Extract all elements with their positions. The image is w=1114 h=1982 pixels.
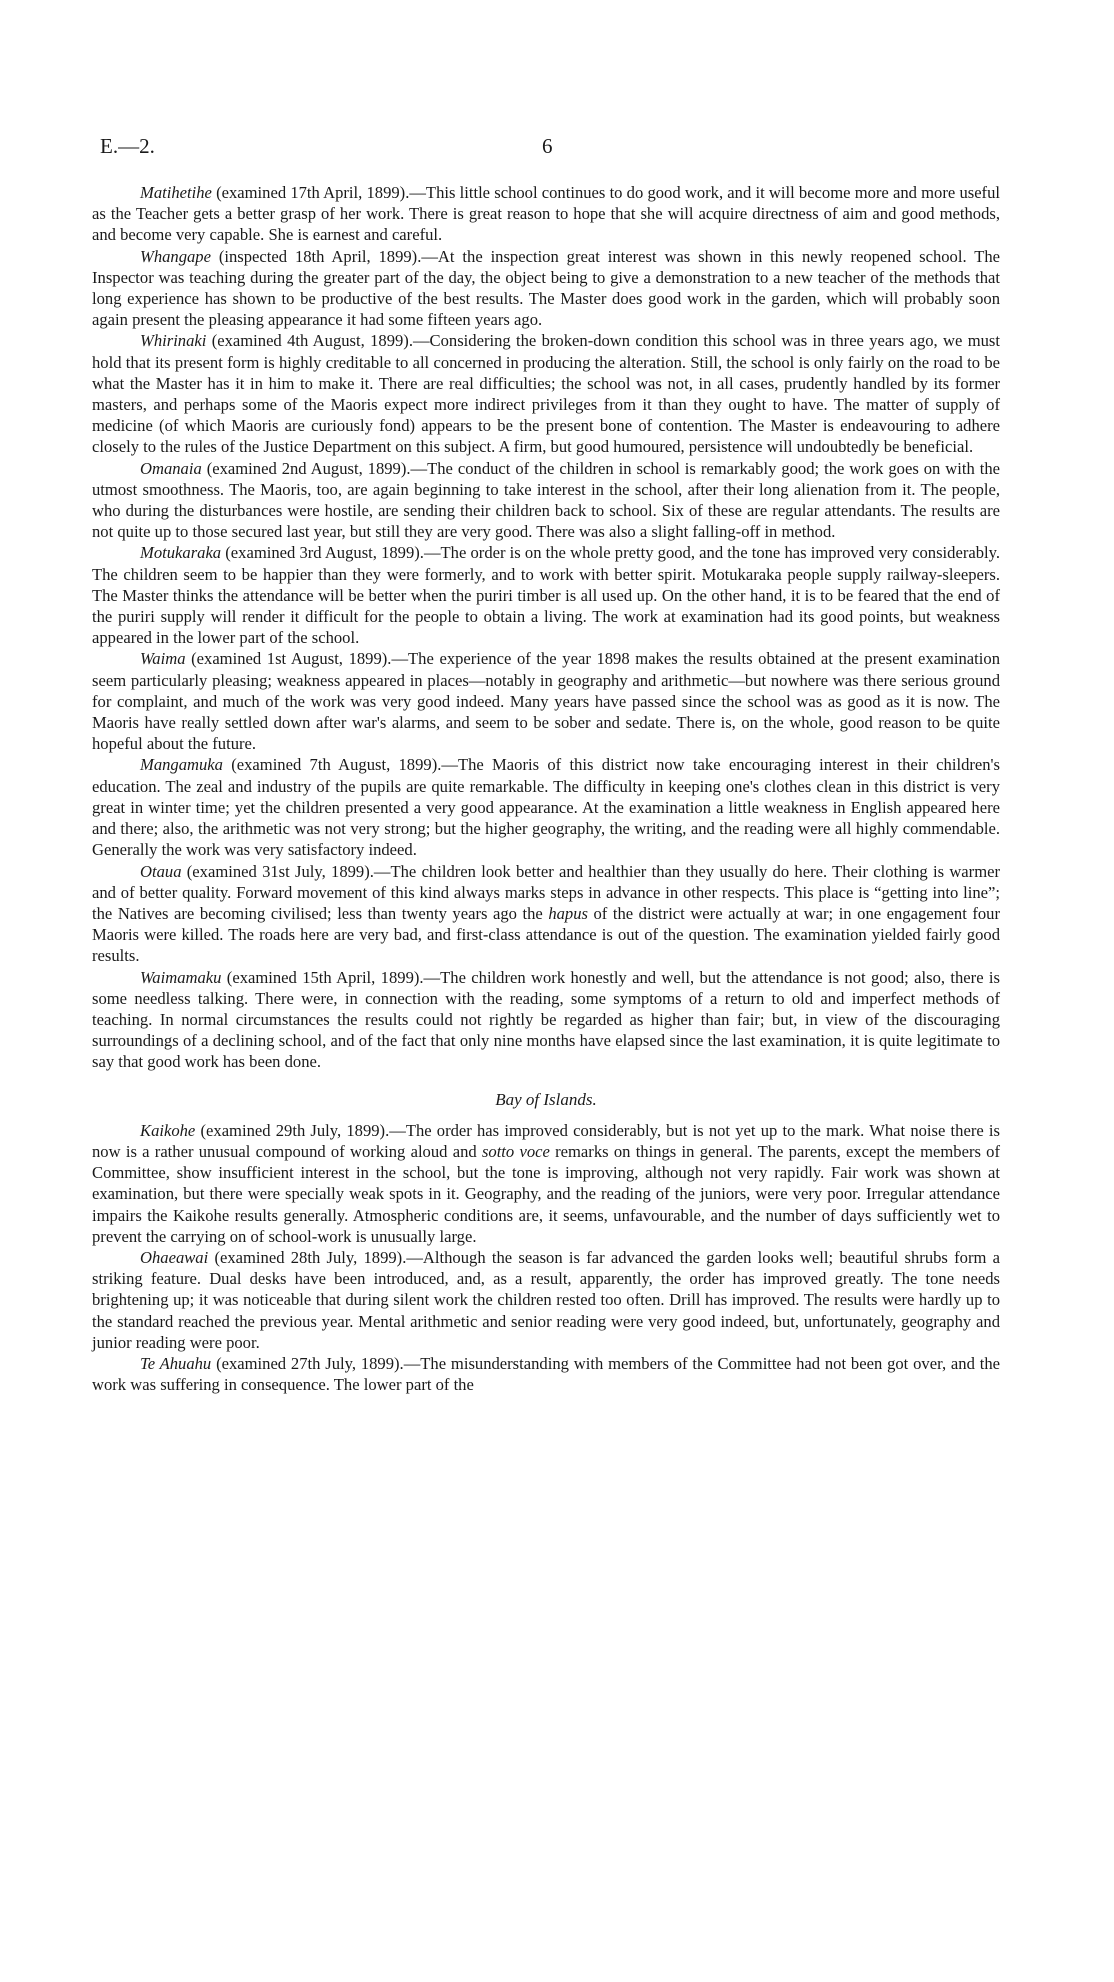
report-text-continued: remarks on things in general. The parents, except the members of Committee, show insufficient interest in the school, but the tone is improving, although not very rapidly. Fair work was shown at examination, but there were specially weak spots in it. Geography, and the reading of the juniors, were very poor. Irregular attendance impairs the Kaikohe results generally. Atmospheric conditions are, it seems, unfavourable, and the number of days sufficiently wet to prevent the carrying on of school-work is unusually large. xyxy=(92,1141,1001,1246)
school-name: Te Ahuahu xyxy=(140,1353,212,1373)
section-heading: Bay of Islands. xyxy=(495,1089,597,1109)
school-report-waimamaku xyxy=(92,967,1000,1073)
school-report-ohaeawai xyxy=(92,1247,1000,1353)
school-name: Waimamaku xyxy=(140,967,222,987)
school-report-whangape xyxy=(92,246,1000,331)
school-name: Otaua xyxy=(140,861,182,881)
report-text: (examined 17th April, 1899).—This little school continues to do good work, and it will become more and more useful as the Teacher gets a better grasp of her work. There is great reason to hope that she will acquire directness of aim and good methods, and become very capable. She is earnest and careful. xyxy=(92,183,1000,245)
report-text: (examined 15th April, 1899).—The children work honestly and well, but the attendance is not good; also, there is some needless talking. There were, in connection with the reading, some symptoms of a return to old and imperfect methods of teaching. In normal circumstances the results could not rightly be regarded as higher than fair; but, in view of the discouraging surroundings of a declining school, and of the fact that only nine months have elapsed since the last examination, it is quite legitimate to say that good work has been done. xyxy=(92,967,1000,1072)
school-name: Waima xyxy=(140,649,186,669)
report-text: (examined 27th July, 1899).—The misunderstanding with members of the Committee had not been got over, and the work was suffering in consequence. The lower part of the xyxy=(92,1353,1000,1395)
report-text: (examined 28th July, 1899).—Although the season is far advanced the garden looks well; beautiful shrubs form a striking feature. Dual desks have been introduced, and, as a result, apparently, the order has improved greatly. The tone needs brightening up; it was noticeable that during silent work the children rested too often. Drill has improved. The results were hardly up to the standard reached the previous year. Mental arithmetic and senior reading were very good indeed, but, unfortunately, geography and junior reading were poor. xyxy=(92,1247,1000,1352)
report-text: (inspected 18th April, 1899).—At the inspection great interest was shown in this newly reopened school. The Inspector was teaching during the greater part of the day, the object being to give a demonstration to a new teacher of the methods that long experience has shown to be productive of the best results. The Master does good work in the garden, which will probably soon again present the pleasing appearance it had some fifteen years ago. xyxy=(92,246,1000,330)
report-text-continued: of the district were actually at war; in one engagement four Maoris were killed. The roads here are very bad, and first-class attendance is out of the question. The examination yielded fairly good results. xyxy=(92,903,1000,966)
document-reference: E.—2. xyxy=(100,134,155,158)
school-report-whirinaki xyxy=(92,330,1000,457)
school-report-otaua xyxy=(92,861,1000,967)
report-text: (examined 2nd August, 1899).—The conduct of the children in school is remarkably good; the work goes on with the utmost smoothness. The Maoris, too, are again beginning to take interest in the school, after their long alienation from it. The people, who during the disturbances were hostile, are sending their children back to school. Six of these are regular attendants. The results are not quite up to those secured last year, but still they are very good. There was also a slight falling-off in method. xyxy=(92,458,1000,542)
document-page xyxy=(92,128,1000,1395)
italic-word: hapus xyxy=(548,903,588,923)
school-name: Kaikohe xyxy=(140,1120,196,1140)
italic-phrase: sotto voce xyxy=(481,1141,550,1161)
report-text: (examined 4th August, 1899).—Considering the broken-down condition this school was in three years ago, we must hold that its present form is highly creditable to all concerned in producing the alteration. Still, the school is only fairly on the road to be what the Master has it in him to make it. There are real difficulties; the school was not, in all cases, prudently handled by its former masters, and perhaps some of the Maoris expect more indirect privileges from it than they ought to have. The matter of supply of medicine (of which Maoris are curiously fond) appears to be the present bone of contention. The Master is endeavouring to adhere closely to the rules of the Justice Department on this subject. A firm, but good humoured, persistence will undoubtedly be beneficial. xyxy=(92,331,1000,457)
school-name: Mangamuka xyxy=(140,755,223,775)
school-name: Whirinaki xyxy=(140,331,207,351)
report-text: (examined 29th July, 1899).—The order has improved considerably, but is not yet up to the mark. What noise there is now is a rather unusual compound of working aloud and xyxy=(92,1120,1000,1161)
school-report-matihetihe xyxy=(92,182,1000,246)
page-header xyxy=(92,128,1000,168)
school-name: Whangape xyxy=(140,246,211,266)
school-report-omanaia xyxy=(92,458,1000,543)
report-text: (examined 31st July, 1899).—The children look better and healthier than they usually do here. Their clothing is warmer and of better quality. Forward movement of this kind always marks steps in advance in other respects. This place is “getting into line”; the Natives are becoming civilised; less than twenty years ago the xyxy=(92,861,1000,923)
school-name: Ohaeawai xyxy=(140,1247,209,1267)
school-name: Matihetihe xyxy=(140,183,212,202)
report-text: (examined 7th August, 1899).—The Maoris of this district now take encouraging interest in their children's education. The zeal and industry of the pupils are quite remarkable. The difficulty in keeping one's clothes clean in this district is very great in winter time; yet the children presented a very good appearance. At the examination a little weakness in English appeared here and there; also, the arithmetic was not very strong; but the higher geography, the writing, and the reading were all highly commendable. Generally the work was very satisfactory indeed. xyxy=(92,755,1000,860)
school-report-motukaraka xyxy=(92,542,1000,648)
report-text: (examined 1st August, 1899).—The experience of the year 1898 makes the results obtained at the present examination seem particularly pleasing; weakness appeared in places—notably in geography and arithmetic—but nowhere was there serious ground for complaint, and much of the work was very good indeed. Many years have passed since the school was as good as it is now. The Maoris have really settled down after war's alarms, and seem to be sober and sedate. There is, on the whole, good reason to be quite hopeful about the future. xyxy=(92,649,1000,754)
document-body xyxy=(92,182,1000,1395)
school-report-te-ahuahu xyxy=(92,1353,1000,1395)
page-number: 6 xyxy=(542,134,553,158)
school-name: Motukaraka xyxy=(140,543,222,563)
school-report-kaikohe xyxy=(92,1120,1000,1247)
school-report-mangamuka xyxy=(92,754,1000,860)
report-text: (examined 3rd August, 1899).—The order is on the whole pretty good, and the tone has improved very considerably. The children seem to be happier than they were formerly, and to work with better spirit. Motukaraka people supply railway-sleepers. The Master thinks the attendance will be better when the puriri timber is all used up. On the other hand, it is to be feared that the end of the puriri supply will render it difficult for the people to obtain a living. The work at examination had its good points, but weakness appeared in the lower part of the school. xyxy=(92,543,1000,648)
school-report-waima xyxy=(92,648,1000,754)
school-name: Omanaia xyxy=(140,458,202,478)
